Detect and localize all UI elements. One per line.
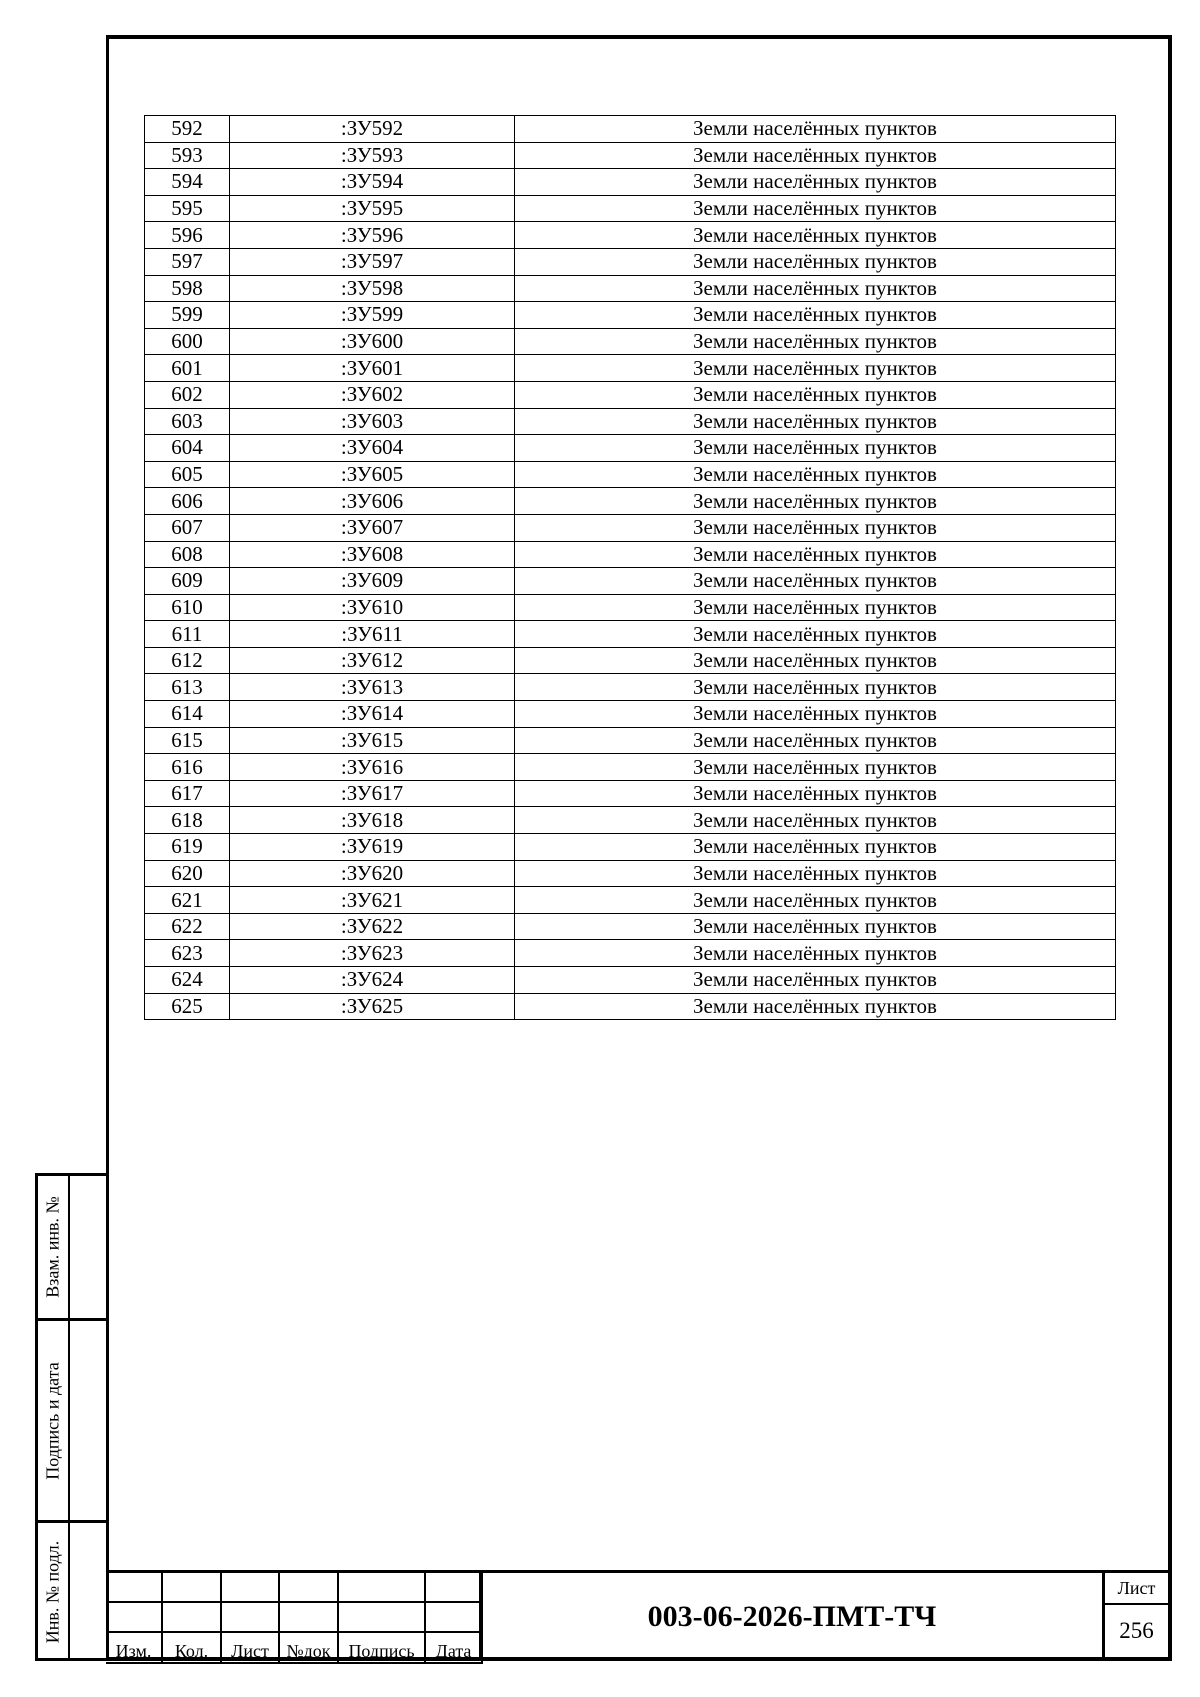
cell-land-category: Земли населённых пунктов [515, 754, 1116, 781]
cell-land-category: Земли населённых пунктов [515, 993, 1116, 1020]
cell-plot-code: :ЗУ612 [230, 647, 515, 674]
table-row [145, 674, 1116, 701]
cell-number: 608 [145, 541, 230, 568]
cell-land-category: Земли населённых пунктов [515, 195, 1116, 222]
cell-number: 618 [145, 807, 230, 834]
cell-number: 610 [145, 594, 230, 621]
cell-land-category: Земли населённых пунктов [515, 302, 1116, 329]
cell-plot-code: :ЗУ614 [230, 701, 515, 728]
cell-land-category: Земли населённых пунктов [515, 594, 1116, 621]
side-cell-podpis [38, 1321, 106, 1523]
side-stamp [35, 1173, 106, 1661]
cell-land-category: Земли населённых пунктов [515, 727, 1116, 754]
cell-land-category: Земли населённых пунктов [515, 940, 1116, 967]
cell-land-category: Земли населённых пунктов [515, 860, 1116, 887]
sheet-number: 256 [1119, 1618, 1154, 1643]
table-row [145, 514, 1116, 541]
cell-plot-code: :ЗУ601 [230, 355, 515, 382]
title-block [106, 1570, 1172, 1661]
table-row [145, 647, 1116, 674]
cell-number: 596 [145, 222, 230, 249]
cell-number: 624 [145, 967, 230, 994]
cell-number: 622 [145, 913, 230, 940]
cell-land-category: Земли населённых пунктов [515, 169, 1116, 196]
cell-number: 621 [145, 887, 230, 914]
side-cell-vzam [38, 1176, 106, 1321]
cell-number: 623 [145, 940, 230, 967]
table-row [145, 940, 1116, 967]
cell-land-category: Земли населённых пунктов [515, 967, 1116, 994]
cell-number: 615 [145, 727, 230, 754]
table-row [145, 116, 1116, 143]
sheet-label: Лист [1105, 1573, 1168, 1605]
table-row [145, 408, 1116, 435]
cell-land-category: Земли населённых пунктов [515, 913, 1116, 940]
cell-number: 603 [145, 408, 230, 435]
cell-number: 605 [145, 461, 230, 488]
table-row [145, 754, 1116, 781]
side-label-vzam-inv: Взам. инв. № [42, 1196, 63, 1298]
cell-plot-code: :ЗУ623 [230, 940, 515, 967]
table-row [145, 594, 1116, 621]
cell-land-category: Земли населённых пунктов [515, 381, 1116, 408]
cell-plot-code: :ЗУ618 [230, 807, 515, 834]
cell-number: 617 [145, 780, 230, 807]
cell-plot-code: :ЗУ607 [230, 514, 515, 541]
cell-plot-code: :ЗУ617 [230, 780, 515, 807]
table-row [145, 807, 1116, 834]
table-row [145, 860, 1116, 887]
cell-number: 600 [145, 328, 230, 355]
header-podpis: Подпись [338, 1632, 425, 1663]
cell-plot-code: :ЗУ599 [230, 302, 515, 329]
header-data: Дата [425, 1632, 482, 1663]
table-row [145, 727, 1116, 754]
cell-plot-code: :ЗУ619 [230, 834, 515, 861]
cell-plot-code: :ЗУ621 [230, 887, 515, 914]
table-row [145, 701, 1116, 728]
table-row [145, 834, 1116, 861]
cell-plot-code: :ЗУ604 [230, 435, 515, 462]
cell-land-category: Земли населённых пунктов [515, 222, 1116, 249]
table-row [145, 887, 1116, 914]
cell-number: 606 [145, 488, 230, 515]
cell-number: 598 [145, 275, 230, 302]
cell-land-category: Земли населённых пунктов [515, 275, 1116, 302]
cell-land-category: Земли населённых пунктов [515, 780, 1116, 807]
cell-land-category: Земли населённых пунктов [515, 514, 1116, 541]
cell-land-category: Земли населённых пунктов [515, 355, 1116, 382]
table-row [145, 302, 1116, 329]
table-row [145, 355, 1116, 382]
cell-land-category: Земли населённых пунктов [515, 674, 1116, 701]
table-row [145, 913, 1116, 940]
land-plots-table [144, 115, 1115, 1020]
cell-plot-code: :ЗУ622 [230, 913, 515, 940]
cell-plot-code: :ЗУ596 [230, 222, 515, 249]
header-kol: Кол. [162, 1632, 221, 1663]
side-label-inv-podl: Инв. № подл. [42, 1540, 63, 1644]
table-row [145, 541, 1116, 568]
cell-number: 620 [145, 860, 230, 887]
table-row [145, 621, 1116, 648]
table-body [145, 116, 1116, 1020]
cell-plot-code: :ЗУ600 [230, 328, 515, 355]
cell-land-category: Земли населённых пунктов [515, 408, 1116, 435]
cell-plot-code: :ЗУ625 [230, 993, 515, 1020]
cell-plot-code: :ЗУ598 [230, 275, 515, 302]
cell-number: 592 [145, 116, 230, 143]
cell-plot-code: :ЗУ613 [230, 674, 515, 701]
cell-number: 601 [145, 355, 230, 382]
table-row [145, 169, 1116, 196]
cell-land-category: Земли населённых пунктов [515, 461, 1116, 488]
side-cell-inv-podl [38, 1523, 106, 1661]
cell-number: 599 [145, 302, 230, 329]
cell-land-category: Земли населённых пунктов [515, 116, 1116, 143]
cell-number: 619 [145, 834, 230, 861]
table-row [145, 780, 1116, 807]
table-row [145, 248, 1116, 275]
cell-plot-code: :ЗУ609 [230, 568, 515, 595]
sheet-box [1102, 1570, 1168, 1657]
document-code: 003-06-2026-ПМТ-ТЧ [482, 1570, 1102, 1661]
table-row [145, 568, 1116, 595]
side-label-podpis-data: Подпись и дата [42, 1361, 63, 1480]
table-row [145, 488, 1116, 515]
cell-land-category: Земли населённых пунктов [515, 647, 1116, 674]
cell-plot-code: :ЗУ602 [230, 381, 515, 408]
cell-plot-code: :ЗУ603 [230, 408, 515, 435]
cell-number: 612 [145, 647, 230, 674]
cell-plot-code: :ЗУ597 [230, 248, 515, 275]
cell-plot-code: :ЗУ606 [230, 488, 515, 515]
cell-land-category: Земли населённых пунктов [515, 621, 1116, 648]
cell-land-category: Земли населённых пунктов [515, 541, 1116, 568]
cell-plot-code: :ЗУ610 [230, 594, 515, 621]
cell-plot-code: :ЗУ624 [230, 967, 515, 994]
cell-plot-code: :ЗУ620 [230, 860, 515, 887]
cell-plot-code: :ЗУ605 [230, 461, 515, 488]
cell-land-category: Земли населённых пунктов [515, 568, 1116, 595]
cell-plot-code: :ЗУ592 [230, 116, 515, 143]
cell-land-category: Земли населённых пунктов [515, 435, 1116, 462]
cell-number: 611 [145, 621, 230, 648]
table-row [145, 275, 1116, 302]
cell-number: 594 [145, 169, 230, 196]
cell-plot-code: :ЗУ615 [230, 727, 515, 754]
cell-number: 602 [145, 381, 230, 408]
cell-number: 616 [145, 754, 230, 781]
cell-plot-code: :ЗУ608 [230, 541, 515, 568]
cell-plot-code: :ЗУ594 [230, 169, 515, 196]
cell-plot-code: :ЗУ616 [230, 754, 515, 781]
cell-land-category: Земли населённых пунктов [515, 834, 1116, 861]
header-izm: Изм. [106, 1632, 162, 1663]
cell-land-category: Земли населённых пунктов [515, 887, 1116, 914]
table-row [145, 993, 1116, 1020]
cell-land-category: Земли населённых пунктов [515, 488, 1116, 515]
table-row [145, 381, 1116, 408]
cell-land-category: Земли населённых пунктов [515, 142, 1116, 169]
cell-number: 613 [145, 674, 230, 701]
table-row [145, 461, 1116, 488]
cell-number: 625 [145, 993, 230, 1020]
header-list: Лист [221, 1632, 279, 1663]
cell-plot-code: :ЗУ593 [230, 142, 515, 169]
cell-number: 607 [145, 514, 230, 541]
cell-plot-code: :ЗУ611 [230, 621, 515, 648]
cell-number: 614 [145, 701, 230, 728]
table-row [145, 142, 1116, 169]
title-block-grid [106, 1570, 482, 1661]
table-row [145, 222, 1116, 249]
table-row [145, 435, 1116, 462]
cell-plot-code: :ЗУ595 [230, 195, 515, 222]
table-row [145, 967, 1116, 994]
cell-land-category: Земли населённых пунктов [515, 248, 1116, 275]
cell-land-category: Земли населённых пунктов [515, 701, 1116, 728]
cell-number: 595 [145, 195, 230, 222]
cell-number: 597 [145, 248, 230, 275]
cell-land-category: Земли населённых пунктов [515, 328, 1116, 355]
header-ndok: №док [279, 1632, 338, 1663]
cell-number: 609 [145, 568, 230, 595]
cell-number: 604 [145, 435, 230, 462]
cell-number: 593 [145, 142, 230, 169]
table-row [145, 328, 1116, 355]
table-row [145, 195, 1116, 222]
cell-land-category: Земли населённых пунктов [515, 807, 1116, 834]
